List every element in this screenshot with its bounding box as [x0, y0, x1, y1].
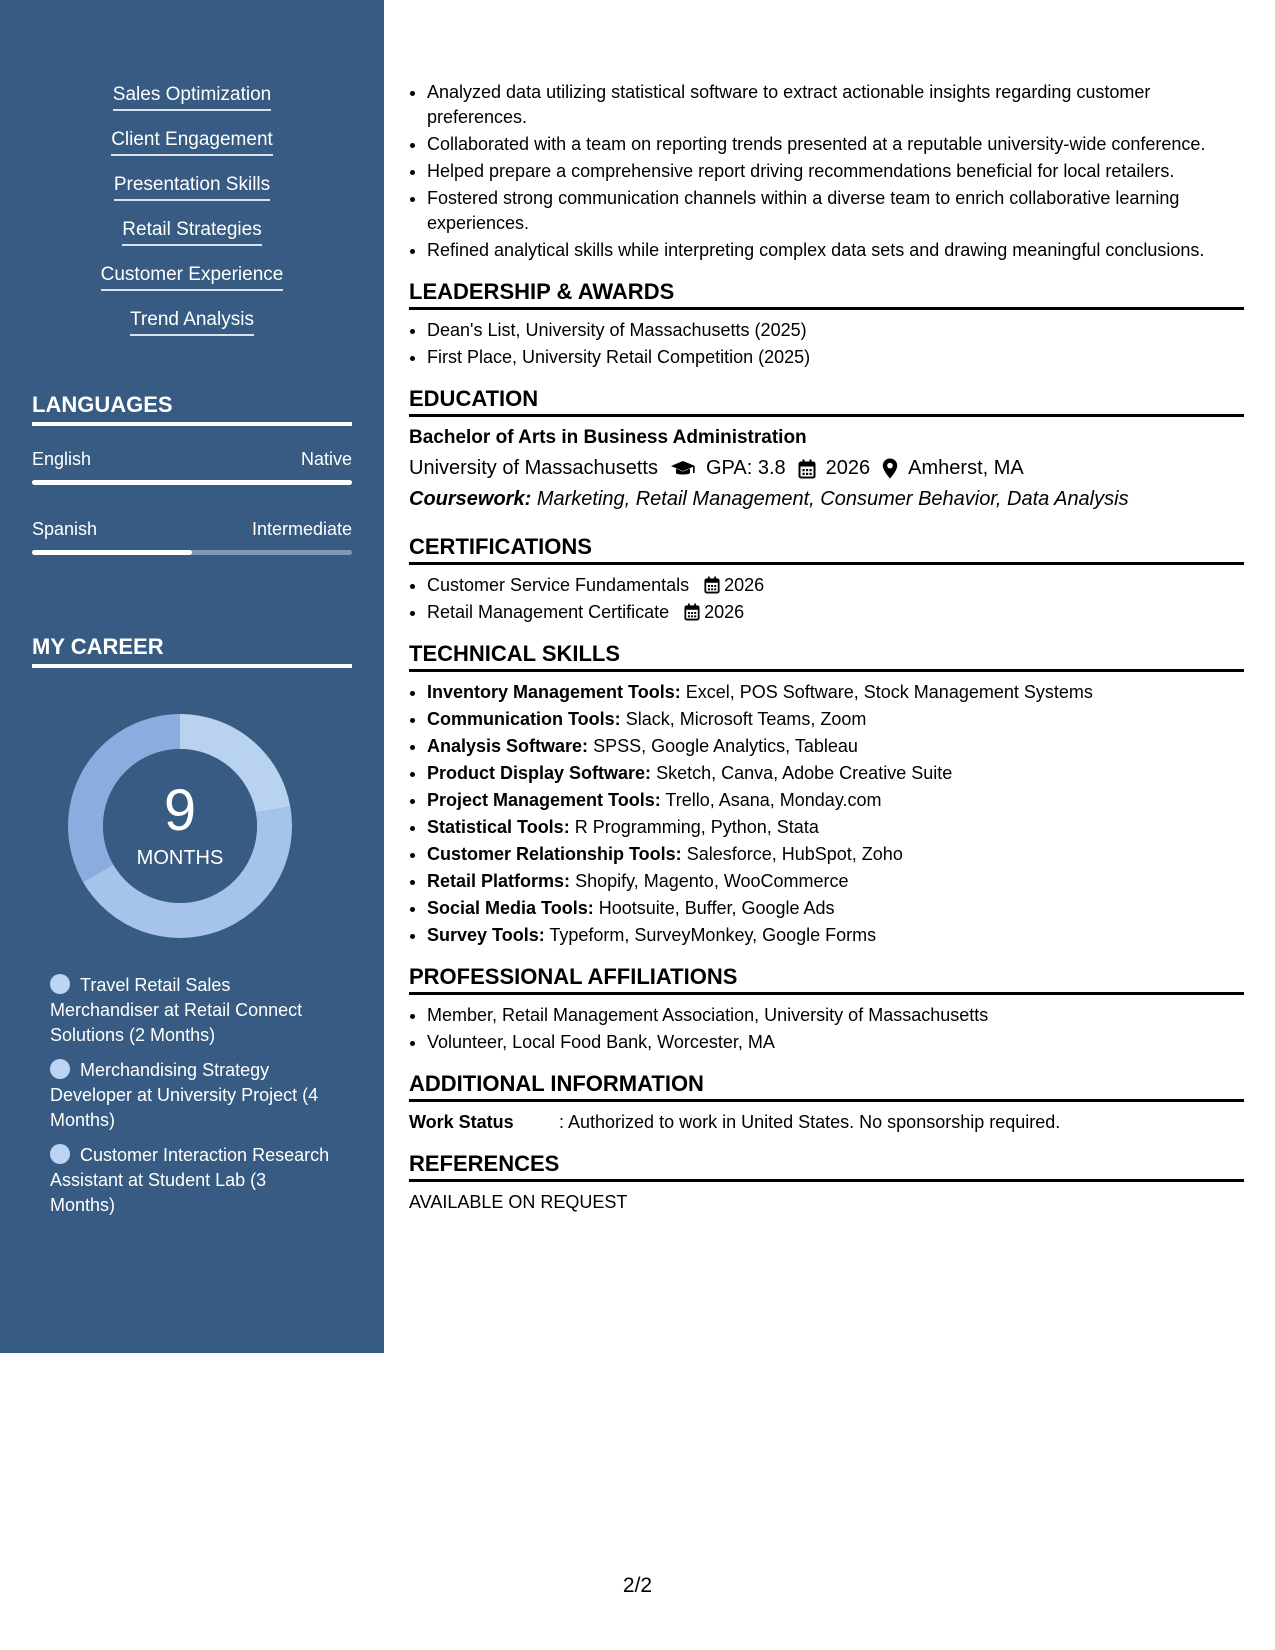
experience-bullets: [409, 80, 1244, 263]
language-level: Native: [300, 449, 352, 469]
work-status-value: : Authorized to work in United States. No sponsorship required.: [559, 1112, 1061, 1132]
list-item: • Collaborated with a team on reporting trends presented at a reputable university-wide conference.: [427, 132, 1244, 157]
career-item: [50, 1143, 330, 1218]
calendar-icon: [704, 576, 720, 594]
skill-tag: Sales Optimization: [113, 82, 271, 111]
language-bar: [32, 550, 352, 555]
list-item: [427, 896, 1244, 921]
list-item: [427, 600, 1244, 625]
skill-value: Hootsuite, Buffer, Google Ads: [598, 898, 835, 918]
language-name: Spanish: [32, 519, 98, 539]
certifications-list: [409, 573, 1244, 625]
skill-label: Social Media Tools:: [427, 898, 594, 918]
cert-date: [684, 602, 744, 622]
list-item: • Dean's List, University of Massachusetts (2025): [427, 318, 1244, 343]
affiliations-heading: PROFESSIONAL AFFILIATIONS: [409, 964, 1244, 995]
skill-value: R Programming, Python, Stata: [574, 817, 819, 837]
language-english: [32, 449, 352, 485]
skill-tag: Client Engagement: [111, 127, 273, 156]
list-item: [427, 707, 1244, 732]
affiliations-list: [409, 1003, 1244, 1055]
technical-skills-heading: TECHNICAL SKILLS: [409, 641, 1244, 672]
list-item: [427, 815, 1244, 840]
coursework: [409, 487, 1244, 512]
languages-heading: LANGUAGES: [32, 392, 352, 426]
location: Amherst, MA: [908, 457, 1024, 479]
list-item: [427, 761, 1244, 786]
sidebar: [0, 0, 384, 1353]
cert-name: Retail Management Certificate: [427, 602, 670, 622]
language-level: Intermediate: [251, 519, 352, 539]
additional-info-heading: ADDITIONAL INFORMATION: [409, 1071, 1244, 1102]
cert-date: [704, 575, 764, 595]
cert-year: 2026: [724, 575, 765, 595]
graduation-cap-icon: [670, 459, 696, 479]
work-status: [409, 1110, 1244, 1135]
skill-label: Product Display Software:: [427, 763, 652, 783]
skill-label: Inventory Management Tools:: [427, 682, 681, 702]
list-item: [427, 680, 1244, 705]
career-item-text: Customer Interaction Research Assistant at Student Lab (3 Months): [50, 1145, 330, 1215]
skill-tag: Customer Experience: [101, 262, 284, 291]
page-number: 2/2: [622, 1574, 653, 1597]
skill-label: Analysis Software:: [427, 736, 589, 756]
list-item: [427, 734, 1244, 759]
career-item-text: Merchandising Strategy Developer at University Project (4 Months): [50, 1060, 319, 1130]
language-bar: [32, 480, 352, 485]
skill-value: Shopify, Magento, WooCommerce: [575, 871, 849, 891]
coursework-value: Marketing, Retail Management, Consumer Behavior, Data Analysis: [536, 488, 1129, 510]
list-item: [427, 869, 1244, 894]
cert-name: Customer Service Fundamentals: [427, 575, 690, 595]
list-item: [427, 923, 1244, 948]
skill-tag: Presentation Skills: [114, 172, 270, 201]
skill-tag: Trend Analysis: [130, 307, 254, 336]
education-heading: EDUCATION: [409, 386, 1244, 417]
list-item: • Fostered strong communication channels within a diverse team to enrich collaborative learning experiences.: [427, 186, 1244, 236]
language-spanish: [32, 519, 352, 555]
references-heading: REFERENCES: [409, 1151, 1244, 1182]
education-details: [409, 456, 1244, 481]
skill-value: Slack, Microsoft Teams, Zoom: [625, 709, 867, 729]
list-item: • Member, Retail Management Association, University of Massachusetts: [427, 1003, 1244, 1028]
skill-value: Trello, Asana, Monday.com: [665, 790, 882, 810]
career-total-value: 9: [163, 778, 197, 843]
skill-value: Typeform, SurveyMonkey, Google Forms: [549, 925, 877, 945]
skill-label: Customer Relationship Tools:: [427, 844, 682, 864]
list-item: • Helped prepare a comprehensive report driving recommendations beneficial for local retailers.: [427, 159, 1244, 184]
location-pin-icon: [882, 458, 898, 479]
leadership-list: [409, 318, 1244, 370]
career-heading: MY CAREER: [32, 634, 352, 668]
skill-label: Retail Platforms:: [427, 871, 571, 891]
main-content: [409, 80, 1244, 1215]
certifications-heading: CERTIFICATIONS: [409, 534, 1244, 565]
list-item: [427, 842, 1244, 867]
skill-label: Communication Tools:: [427, 709, 621, 729]
graduation-year: 2026: [825, 457, 871, 479]
career-item: [50, 973, 330, 1048]
work-status-label: Work Status: [409, 1112, 514, 1132]
cert-year: 2026: [704, 602, 745, 622]
technical-skills-list: [409, 680, 1244, 948]
calendar-icon: [684, 603, 700, 621]
skill-value: Salesforce, HubSpot, Zoho: [686, 844, 903, 864]
language-bar-fill: [32, 480, 352, 485]
skill-value: SPSS, Google Analytics, Tableau: [593, 736, 858, 756]
bullet-dot-icon: [50, 974, 70, 994]
list-item: • First Place, University Retail Competition (2025): [427, 345, 1244, 370]
skill-tag: Retail Strategies: [122, 217, 261, 246]
list-item: [427, 788, 1244, 813]
skill-value: Sketch, Canva, Adobe Creative Suite: [656, 763, 953, 783]
bullet-dot-icon: [50, 1059, 70, 1079]
skill-label: Survey Tools:: [427, 925, 545, 945]
references-text: AVAILABLE ON REQUEST: [409, 1192, 628, 1212]
coursework-label: Coursework:: [409, 488, 532, 510]
leadership-heading: LEADERSHIP & AWARDS: [409, 279, 1244, 310]
career-list: [50, 973, 330, 1228]
career-donut: [66, 712, 294, 940]
gpa: GPA: 3.8: [705, 457, 786, 479]
list-item: • Refined analytical skills while interpreting complex data sets and drawing meaningful conclusions.: [427, 238, 1244, 263]
career-total-unit: MONTHS: [136, 847, 224, 869]
degree-title: Bachelor of Arts in Business Administration: [409, 427, 807, 448]
career-item-text: Travel Retail Sales Merchandiser at Retail Connect Solutions (2 Months): [50, 975, 303, 1045]
calendar-icon: [798, 459, 816, 479]
skill-label: Statistical Tools:: [427, 817, 570, 837]
school-name: University of Massachusetts: [409, 457, 658, 479]
skill-value: Excel, POS Software, Stock Management Systems: [685, 682, 1093, 702]
career-item: [50, 1058, 330, 1133]
list-item: • Volunteer, Local Food Bank, Worcester, MA: [427, 1030, 1244, 1055]
language-bar-fill: [32, 550, 192, 555]
language-name: English: [32, 449, 92, 469]
bullet-dot-icon: [50, 1144, 70, 1164]
list-item: [427, 573, 1244, 598]
skill-tags: [0, 82, 384, 352]
skill-label: Project Management Tools:: [427, 790, 661, 810]
list-item: • Analyzed data utilizing statistical software to extract actionable insights regarding customer preferences.: [427, 80, 1244, 130]
